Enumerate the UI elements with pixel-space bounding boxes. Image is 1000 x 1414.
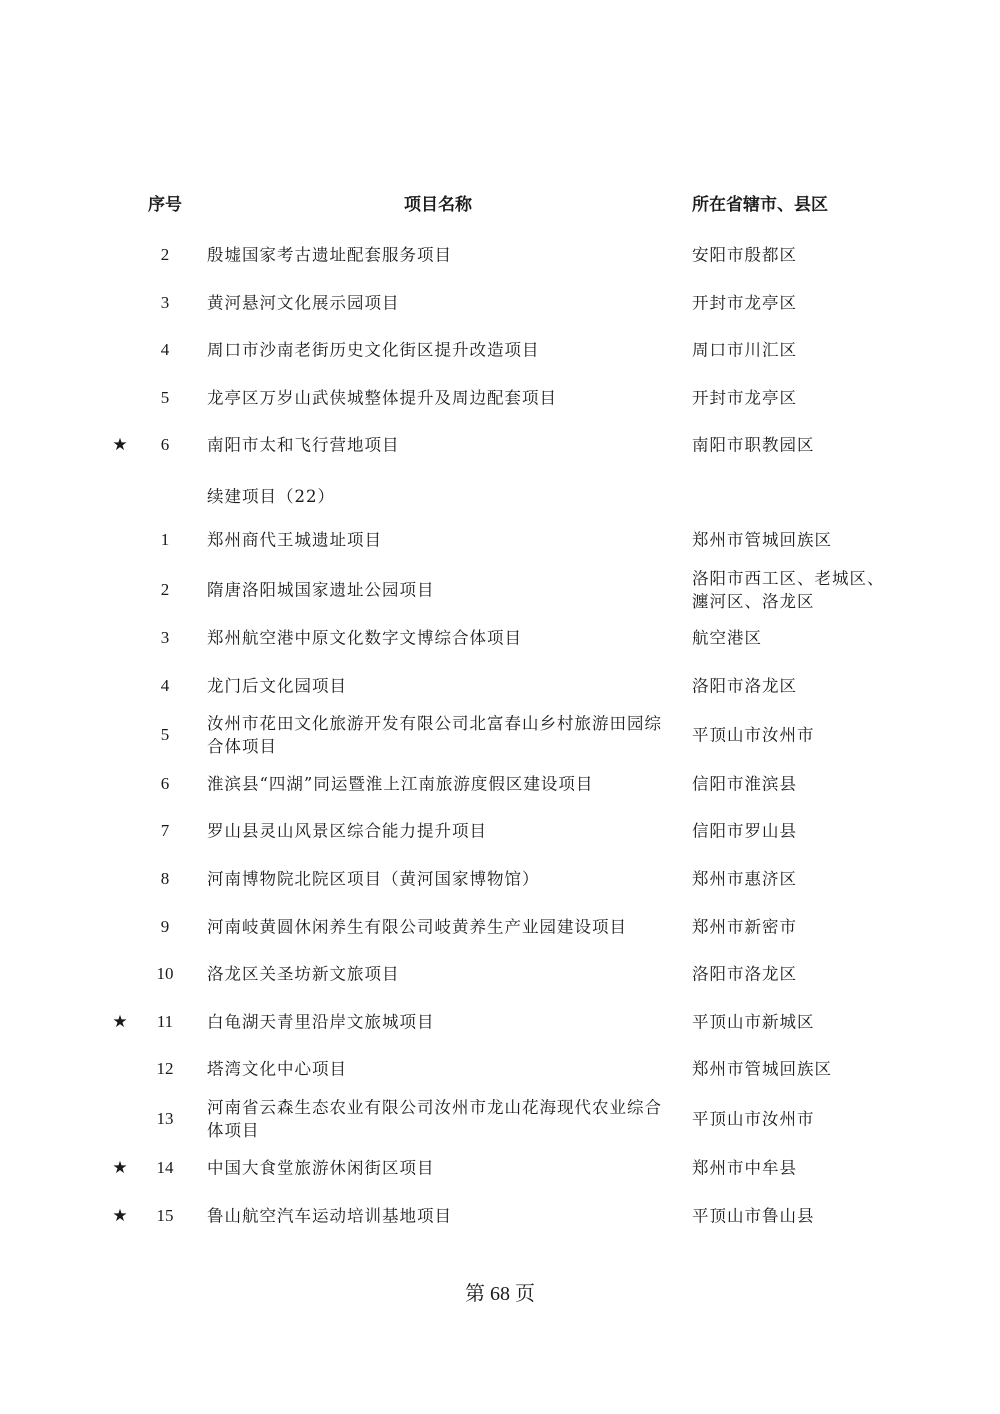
row-name: 河南省云森生态农业有限公司汝州市龙山花海现代农业综合体项目 [207,1098,662,1140]
header-no: 序号 [148,195,182,215]
row-no: 11 [156,1012,174,1031]
row-location: 南阳市职教园区 [692,435,815,455]
row-name: 郑州航空港中原文化数字文博综合体项目 [207,628,522,648]
table-row [0,855,1000,903]
table-row [0,374,1000,422]
row-name: 殷墟国家考古遗址配套服务项目 [207,245,452,265]
row-no: 6 [160,435,170,454]
row-name: 黄河悬河文化展示园项目 [207,293,400,313]
star-marker: ★ [112,435,128,455]
table-row [0,1144,1000,1192]
row-no: 8 [160,869,170,888]
row-name: 汝州市花田文化旅游开发有限公司北富春山乡村旅游田园综合体项目 [207,714,662,756]
table-row [0,1095,1000,1143]
row-name: 淮滨县“四湖”同运暨淮上江南旅游度假区建设项目 [207,774,594,794]
row-name: 南阳市太和飞行营地项目 [207,435,400,455]
table-row [0,950,1000,998]
table-row [0,421,1000,469]
row-location: 郑州市惠济区 [692,869,797,889]
row-location: 信阳市罗山县 [692,821,797,841]
table-row [0,614,1000,662]
page-number: 第 68 页 [465,1283,535,1305]
table-row [0,998,1000,1046]
row-no: 2 [160,245,170,264]
row-location: 平顶山市汝州市 [692,725,815,745]
row-no: 5 [160,725,170,744]
table-row [0,1045,1000,1093]
row-name: 河南博物院北院区项目（黄河国家博物馆） [207,869,540,889]
row-name: 洛龙区关圣坊新文旅项目 [207,964,400,984]
table-row [0,711,1000,759]
table-row [0,566,1000,614]
row-location: 郑州市管城回族区 [692,1059,832,1079]
row-name: 河南岐黄圆休闲养生有限公司岐黄养生产业园建设项目 [207,917,627,937]
row-name: 郑州商代王城遗址项目 [207,530,382,550]
row-location: 郑州市中牟县 [692,1158,797,1178]
row-no: 9 [160,917,170,936]
table-row [0,807,1000,855]
row-no: 6 [160,774,170,793]
row-name: 隋唐洛阳城国家遗址公园项目 [207,580,435,600]
row-location: 平顶山市新城区 [692,1012,815,1032]
row-no: 10 [156,964,174,983]
table-row [0,662,1000,710]
row-no: 4 [160,340,170,359]
row-no: 3 [160,293,170,312]
row-location: 开封市龙亭区 [692,293,797,313]
row-no: 14 [156,1158,174,1177]
row-no: 13 [156,1109,174,1128]
row-name: 鲁山航空汽车运动培训基地项目 [207,1206,452,1226]
row-no: 12 [156,1059,174,1078]
row-location: 安阳市殷都区 [692,245,797,265]
star-marker: ★ [112,1158,128,1178]
row-location: 周口市川汇区 [692,340,797,360]
row-location: 郑州市新密市 [692,917,797,937]
row-location: 平顶山市鲁山县 [692,1206,815,1226]
table-header [0,188,1000,218]
row-no: 7 [160,821,170,840]
row-no: 2 [160,580,170,599]
row-no: 1 [160,530,170,549]
row-name: 周口市沙南老街历史文化街区提升改造项目 [207,340,540,360]
row-location: 平顶山市汝州市 [692,1109,815,1129]
row-location: 航空港区 [692,628,762,648]
row-location: 洛阳市洛龙区 [692,676,797,696]
star-marker: ★ [112,1206,128,1226]
row-location: 洛阳市西工区、老城区、瀍河区、洛龙区 [692,569,885,611]
header-name: 项目名称 [404,195,472,215]
row-location: 郑州市管城回族区 [692,530,832,550]
table-row [0,760,1000,808]
row-name: 塔湾文化中心项目 [207,1059,347,1079]
row-no: 5 [160,388,170,407]
row-name: 中国大食堂旅游休闲街区项目 [207,1158,435,1178]
row-name: 龙亭区万岁山武侠城整体提升及周边配套项目 [207,388,557,408]
row-name: 白龟湖天青里沿岸文旅城项目 [207,1012,435,1032]
star-marker: ★ [112,1012,128,1032]
row-name: 罗山县灵山风景区综合能力提升项目 [207,821,487,841]
row-location: 洛阳市洛龙区 [692,964,797,984]
table-row [0,1192,1000,1240]
table-row [0,326,1000,374]
section-label: 续建项目（22） [207,487,335,506]
row-location: 信阳市淮滨县 [692,774,797,794]
row-name: 龙门后文化园项目 [207,676,347,696]
row-no: 4 [160,676,170,695]
row-location: 开封市龙亭区 [692,388,797,408]
table-row [0,903,1000,951]
table-row [0,516,1000,564]
table-row [0,231,1000,279]
header-location: 所在省辖市、县区 [692,195,828,215]
table-row [0,279,1000,327]
row-no: 15 [156,1206,174,1225]
row-no: 3 [160,628,170,647]
